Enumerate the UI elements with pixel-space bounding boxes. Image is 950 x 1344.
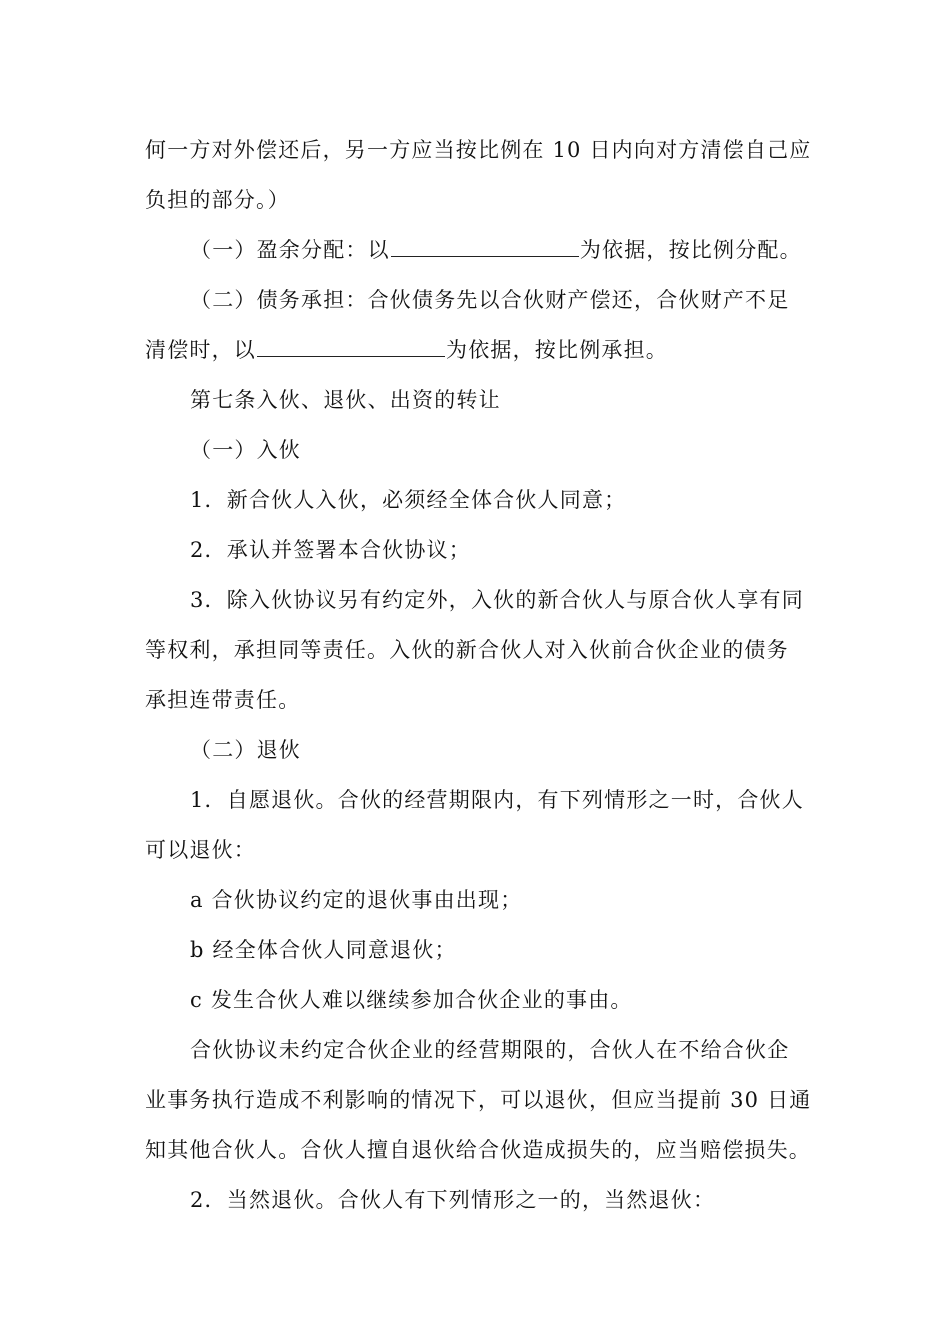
text-line: 合伙协议未约定合伙企业的经营期限的，合伙人在不给合伙企 [190, 1038, 790, 1062]
text-line: 负担的部分。） [145, 188, 290, 212]
text-line: 可以退伙： [145, 838, 256, 862]
list-item: c 发生合伙人难以继续参加合伙企业的事由。 [190, 988, 633, 1012]
text-line: 3．除入伙协议另有约定外，入伙的新合伙人与原合伙人享有同 [190, 588, 804, 612]
fill-in-blank [257, 338, 445, 357]
list-item: b 经全体合伙人同意退伙； [190, 938, 457, 962]
text-segment: 清偿时，以 [145, 338, 256, 362]
subsection-heading: （二）退伙 [190, 738, 301, 762]
text-line: 承担连带责任。 [145, 688, 301, 712]
text-segment: （一）盈余分配：以 [190, 238, 390, 262]
text-line-with-blank [145, 338, 668, 362]
text-segment: 为依据，按比例分配。 [579, 238, 802, 262]
text-line: 等权利，承担同等责任。入伙的新合伙人对入伙前合伙企业的债务 [145, 638, 789, 662]
text-line: 业事务执行造成不利影响的情况下，可以退伙，但应当提前 30 日通 [145, 1088, 812, 1112]
text-line: 1．自愿退伙。合伙的经营期限内，有下列情形之一时，合伙人 [190, 788, 804, 812]
fill-in-blank [391, 238, 579, 257]
text-line: 1．新合伙人入伙，必须经全体合伙人同意； [190, 488, 627, 512]
subsection-heading: （一）入伙 [190, 438, 301, 462]
text-line: 何一方对外偿还后，另一方应当按比例在 10 日内向对方清偿自己应 [145, 138, 812, 162]
section-heading: 第七条入伙、退伙、出资的转让 [190, 388, 501, 412]
list-item: a 合伙协议约定的退伙事由出现； [190, 888, 523, 912]
text-segment: 为依据，按比例承担。 [446, 338, 668, 362]
text-line: （二）债务承担：合伙债务先以合伙财产偿还，合伙财产不足 [190, 288, 790, 312]
text-line: 2．当然退伙。合伙人有下列情形之一的，当然退伙： [190, 1188, 716, 1212]
text-line-with-blank [190, 238, 802, 262]
text-line: 2．承认并签署本合伙协议； [190, 538, 471, 562]
text-line: 知其他合伙人。合伙人擅自退伙给合伙造成损失的，应当赔偿损失。 [145, 1138, 811, 1162]
